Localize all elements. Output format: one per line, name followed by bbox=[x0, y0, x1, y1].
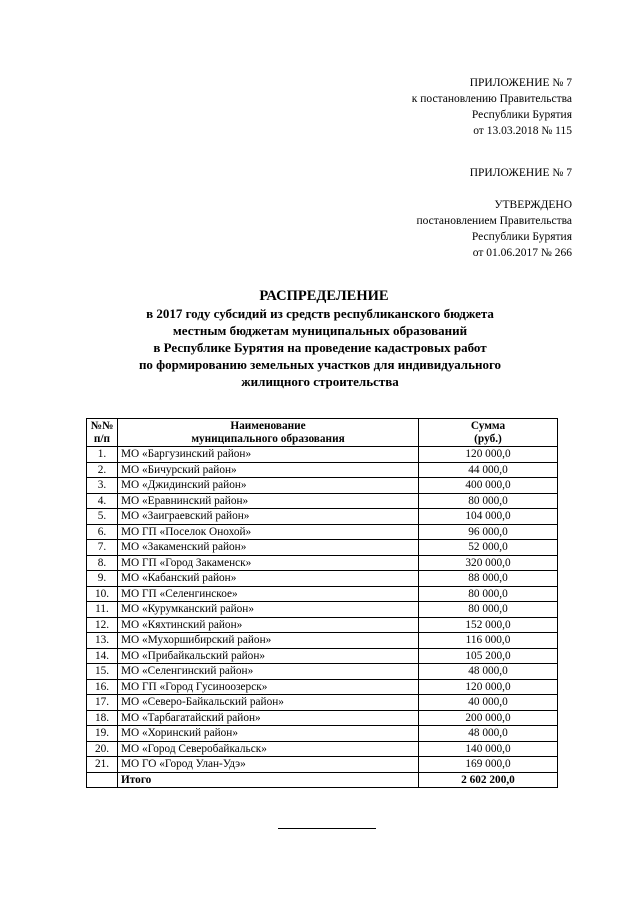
row-number: 4. bbox=[87, 493, 118, 509]
row-name: МО ГП «Селенгинское» bbox=[118, 586, 419, 602]
title-line: по формированию земельных участков для индивидуального bbox=[138, 357, 502, 372]
attachment-number-2: ПРИЛОЖЕНИЕ № 7 bbox=[469, 167, 572, 179]
row-sum: 120 000,0 bbox=[419, 447, 558, 463]
row-name: МО ГО «Город Улан-Удэ» bbox=[118, 757, 419, 773]
row-name: МО «Тарбагатайский район» bbox=[118, 710, 419, 726]
row-name: МО ГП «Город Гусиноозерск» bbox=[118, 679, 419, 695]
table-row bbox=[87, 695, 558, 711]
table-row bbox=[87, 664, 558, 680]
row-name: МО «Город Северобайкальск» bbox=[118, 741, 419, 757]
row-sum: 116 000,0 bbox=[419, 633, 558, 649]
table-row bbox=[87, 462, 558, 478]
row-sum: 40 000,0 bbox=[419, 695, 558, 711]
row-name: МО ГП «Поселок Онохой» bbox=[118, 524, 419, 540]
table-total-row bbox=[87, 772, 558, 788]
row-name: МО «Селенгинский район» bbox=[118, 664, 419, 680]
table-row bbox=[87, 617, 558, 633]
attachment-header-2 bbox=[470, 165, 572, 181]
row-number: 9. bbox=[87, 571, 118, 587]
approval-ref: постановлением Правительства bbox=[416, 215, 572, 227]
approval-date: от 01.06.2017 № 266 bbox=[472, 247, 572, 259]
row-sum: 48 000,0 bbox=[419, 726, 558, 742]
title-main: РАСПРЕДЕЛЕНИЕ bbox=[259, 288, 389, 304]
row-name: МО «Кяхтинский район» bbox=[118, 617, 419, 633]
row-number: 2. bbox=[87, 462, 118, 478]
title-line: местным бюджетам муниципальных образований bbox=[172, 323, 468, 338]
row-number: 17. bbox=[87, 695, 118, 711]
row-sum: 169 000,0 bbox=[419, 757, 558, 773]
table-row bbox=[87, 555, 558, 571]
row-number: 21. bbox=[87, 757, 118, 773]
header-name: Наименование муниципального образования bbox=[118, 419, 419, 447]
attachment-ref: к постановлению Правительства bbox=[411, 93, 572, 105]
row-sum: 2 602 200,0 bbox=[419, 772, 558, 788]
row-number: 8. bbox=[87, 555, 118, 571]
table-row bbox=[87, 447, 558, 463]
header-sum: Сумма (руб.) bbox=[419, 419, 558, 447]
row-number: 15. bbox=[87, 664, 118, 680]
table-row bbox=[87, 710, 558, 726]
row-number: 7. bbox=[87, 540, 118, 556]
row-name: МО «Заиграевский район» bbox=[118, 509, 419, 525]
table-row bbox=[87, 524, 558, 540]
approval-label: УТВЕРЖДЕНО bbox=[494, 199, 572, 211]
row-number: 13. bbox=[87, 633, 118, 649]
table-row bbox=[87, 493, 558, 509]
table-row bbox=[87, 648, 558, 664]
row-name: МО «Мухоршибирский район» bbox=[118, 633, 419, 649]
row-number: 3. bbox=[87, 478, 118, 494]
row-number: 6. bbox=[87, 524, 118, 540]
row-sum: 48 000,0 bbox=[419, 664, 558, 680]
row-name: МО «Джидинский район» bbox=[118, 478, 419, 494]
row-sum: 140 000,0 bbox=[419, 741, 558, 757]
table-header-row bbox=[87, 419, 558, 447]
row-sum: 88 000,0 bbox=[419, 571, 558, 587]
attachment-date: от 13.03.2018 № 115 bbox=[473, 125, 572, 137]
table-row bbox=[87, 726, 558, 742]
title-line: жилищного строительства bbox=[241, 374, 399, 389]
row-sum: 80 000,0 bbox=[419, 602, 558, 618]
row-number: 5. bbox=[87, 509, 118, 525]
row-sum: 120 000,0 bbox=[419, 679, 558, 695]
row-name: МО «Еравнинский район» bbox=[118, 493, 419, 509]
row-name: МО «Северо-Байкальский район» bbox=[118, 695, 419, 711]
row-sum: 200 000,0 bbox=[419, 710, 558, 726]
row-sum: 80 000,0 bbox=[419, 586, 558, 602]
row-number: 12. bbox=[87, 617, 118, 633]
row-number: 16. bbox=[87, 679, 118, 695]
row-name: Итого bbox=[118, 772, 419, 788]
row-number: 1. bbox=[87, 447, 118, 463]
row-number: 20. bbox=[87, 741, 118, 757]
approval-org: Республики Бурятия bbox=[471, 231, 572, 243]
title-line: в 2017 году субсидий из средств республиканского бюджета bbox=[146, 306, 494, 321]
row-name: МО «Хоринский район» bbox=[118, 726, 419, 742]
row-sum: 104 000,0 bbox=[419, 509, 558, 525]
row-number: 19. bbox=[87, 726, 118, 742]
row-name: МО «Прибайкальский район» bbox=[118, 648, 419, 664]
table-row bbox=[87, 602, 558, 618]
row-sum: 44 000,0 bbox=[419, 462, 558, 478]
row-sum: 400 000,0 bbox=[419, 478, 558, 494]
row-number: 18. bbox=[87, 710, 118, 726]
distribution-table bbox=[86, 418, 558, 788]
row-sum: 105 200,0 bbox=[419, 648, 558, 664]
table-row bbox=[87, 741, 558, 757]
row-sum: 96 000,0 bbox=[419, 524, 558, 540]
table-row bbox=[87, 540, 558, 556]
footer-divider bbox=[278, 828, 376, 829]
attachment-number: ПРИЛОЖЕНИЕ № 7 bbox=[469, 77, 572, 89]
row-number: 14. bbox=[87, 648, 118, 664]
approval-block bbox=[416, 197, 572, 261]
table-row bbox=[87, 586, 558, 602]
row-sum: 320 000,0 bbox=[419, 555, 558, 571]
row-name: МО «Бичурский район» bbox=[118, 462, 419, 478]
row-sum: 152 000,0 bbox=[419, 617, 558, 633]
row-sum: 52 000,0 bbox=[419, 540, 558, 556]
document-title bbox=[0, 288, 640, 390]
row-name: МО ГП «Город Закаменск» bbox=[118, 555, 419, 571]
attachment-header bbox=[412, 75, 572, 139]
row-name: МО «Курумканский район» bbox=[118, 602, 419, 618]
row-name: МО «Закаменский район» bbox=[118, 540, 419, 556]
table-row bbox=[87, 633, 558, 649]
table-row bbox=[87, 509, 558, 525]
attachment-org: Республики Бурятия bbox=[471, 109, 572, 121]
row-number: 11. bbox=[87, 602, 118, 618]
row-name: МО «Кабанский район» bbox=[118, 571, 419, 587]
row-sum: 80 000,0 bbox=[419, 493, 558, 509]
header-number: №№ п/п bbox=[87, 419, 118, 447]
row-name: МО «Баргузинский район» bbox=[118, 447, 419, 463]
table-row bbox=[87, 679, 558, 695]
table-row bbox=[87, 571, 558, 587]
row-number: 10. bbox=[87, 586, 118, 602]
row-number bbox=[87, 772, 118, 788]
table-row bbox=[87, 757, 558, 773]
table-row bbox=[87, 478, 558, 494]
title-line: в Республике Бурятия на проведение кадастровых работ bbox=[153, 340, 487, 355]
